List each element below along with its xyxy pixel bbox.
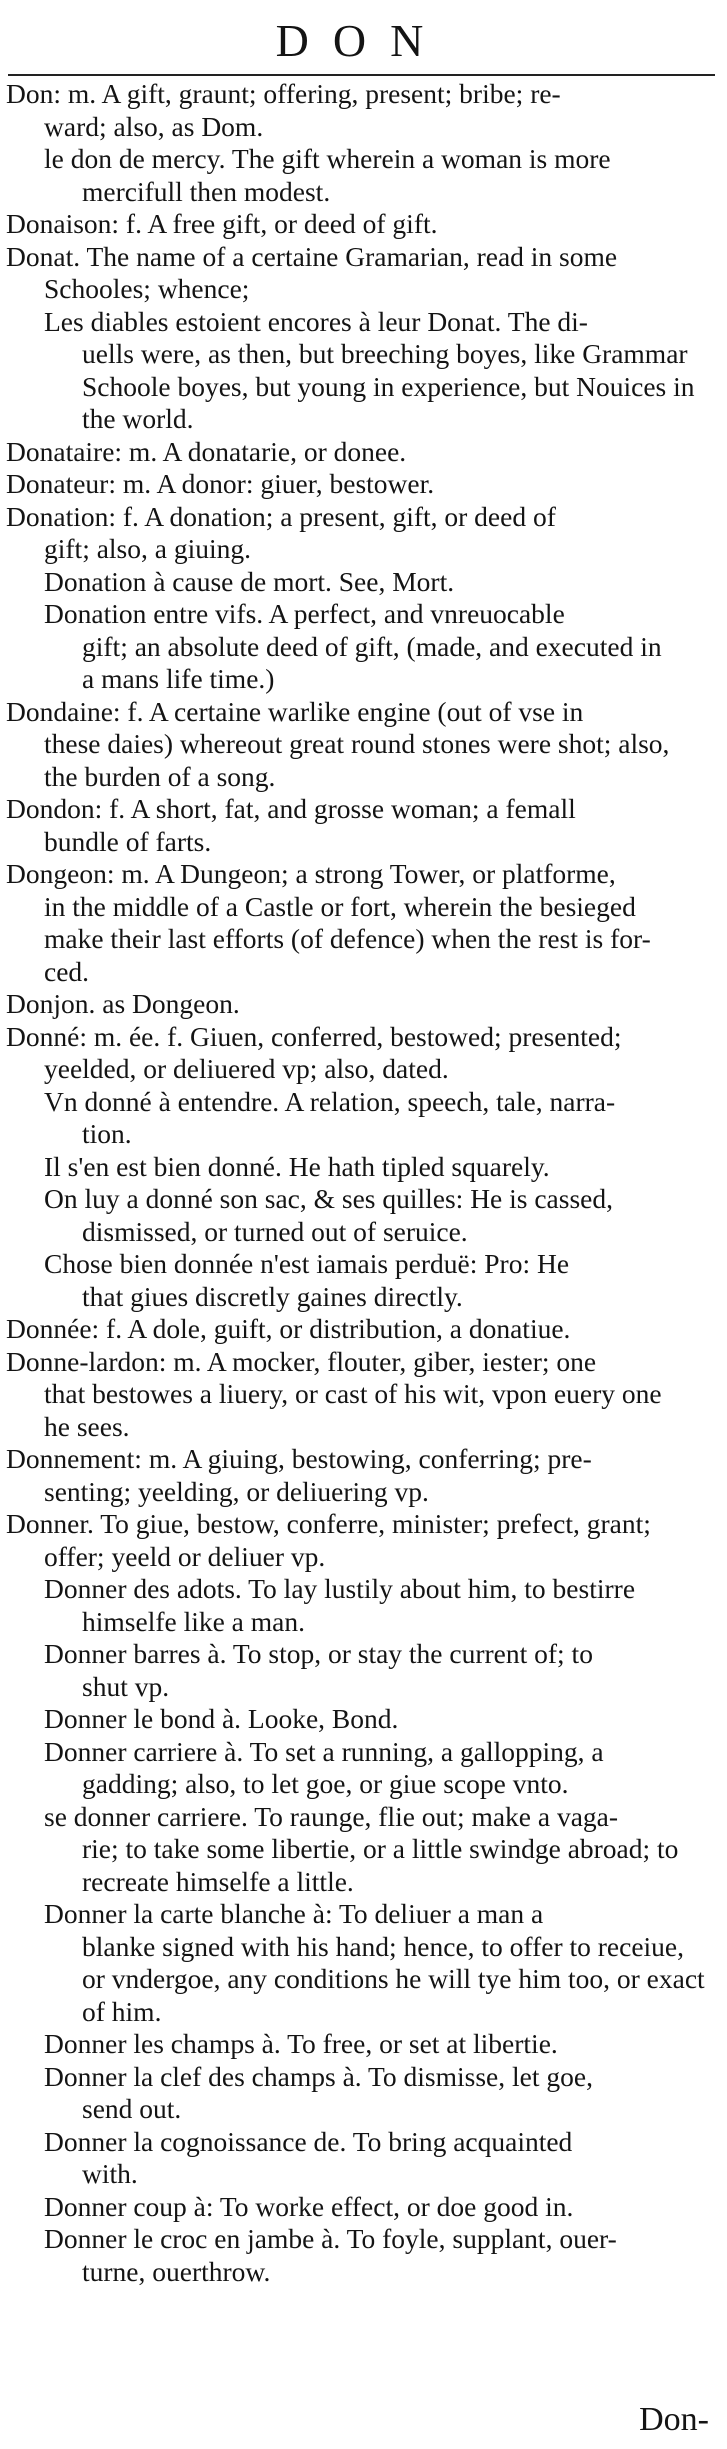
- entry-line: tion.: [82, 1118, 132, 1149]
- page-header: DON: [275, 15, 448, 66]
- entry-line: Donation: f. A donation; a present, gift, or deed of: [6, 500, 556, 532]
- header-rule: [8, 74, 715, 76]
- entry-line: offer; yeeld or deliuer vp.: [44, 1540, 326, 1572]
- entry-line: Donné: m. ée. f. Giuen, conferred, bestowed; presented;: [6, 1020, 622, 1052]
- entry-line: of him.: [82, 1995, 162, 2027]
- sub-entry: [6, 2028, 717, 2061]
- entry-line: a mans life time.): [82, 663, 275, 694]
- entry-line: shut vp.: [82, 1670, 170, 1702]
- entry-line: Donner des adots. To lay lustily about him, to bestirre: [44, 1573, 636, 1604]
- sub-entry: [6, 2061, 717, 2126]
- sub-entry: [6, 1183, 717, 1248]
- entry-line: turne, ouerthrow.: [82, 2255, 271, 2287]
- entry-line: Schoole boyes, but young in experience, but Nouices in: [82, 370, 695, 402]
- entry-line: dismissed, or turned out of seruice.: [82, 1215, 468, 1247]
- dictionary-entry: [6, 501, 717, 566]
- entry-line: se donner carriere. To raunge, flie out; make a vaga-: [44, 1800, 619, 1832]
- entry-line: Donner le croc en jambe à. To foyle, supplant, ouer-: [44, 2223, 617, 2254]
- sub-entry: [6, 1898, 717, 2028]
- dictionary-entry: [6, 1313, 717, 1346]
- entry-line: Donner. To giue, bestow, conferre, minister; prefect, grant;: [6, 1508, 651, 1539]
- entry-line: On luy a donné son sac, & ses quilles: He is cassed,: [44, 1183, 614, 1214]
- entry-line: gadding; also, to let goe, or giue scope vnto.: [82, 1768, 569, 1799]
- dictionary-entry: [6, 436, 717, 469]
- entry-line: Donaison: f. A free gift, or deed of gift.: [6, 208, 438, 239]
- sub-entry: [6, 1736, 717, 1801]
- entry-line: that bestowes a liuery, or cast of his wit, vpon euery one: [44, 1378, 662, 1409]
- sub-entry: [6, 566, 717, 599]
- dictionary-entry: [6, 696, 717, 794]
- entry-line: Dondon: f. A short, fat, and grosse woman; a femall: [6, 793, 576, 824]
- entry-line: Donateur: m. A donor: giuer, bestower.: [6, 468, 435, 499]
- dictionary-entry: [6, 208, 717, 241]
- entry-line: ward; also, as Dom.: [44, 110, 264, 142]
- sub-entry: [6, 1573, 717, 1638]
- catchword: Don-: [639, 2401, 709, 2438]
- entry-line: Donner la clef des champs à. To dismisse, let goe,: [44, 2060, 593, 2092]
- entry-line: Donner la carte blanche à: To deliuer a man a: [44, 1898, 544, 1929]
- entry-line: or vndergoe, any conditions he will tye him too, or exact: [82, 1963, 705, 1994]
- entry-line: he sees.: [44, 1410, 130, 1442]
- sub-entry: [6, 1801, 717, 1899]
- entry-line: rie; to take some libertie, or a little swindge abroad; to: [82, 1833, 679, 1864]
- entry-line: uells were, as then, but breeching boyes, like Grammar: [82, 338, 688, 369]
- entry-line: gift; also, a giuing.: [44, 533, 251, 564]
- entry-line: Donation entre vifs. A perfect, and vnreuocable: [44, 598, 565, 629]
- entry-line: Donner coup à: To worke effect, or doe good in.: [44, 2190, 574, 2222]
- sub-entry: [6, 1703, 717, 1736]
- sub-entry: [6, 1151, 717, 1184]
- entry-line: Il s'en est bien donné. He hath tipled squarely.: [44, 1150, 550, 1182]
- sub-entry: [6, 598, 717, 696]
- entry-line: Donner carriere à. To set a running, a gallopping, a: [44, 1735, 604, 1767]
- entry-line: Chose bien donnée n'est iamais perduë: Pro: He: [44, 1248, 570, 1279]
- entry-line: the burden of a song.: [44, 760, 276, 792]
- entry-line: Donner la cognoissance de. To bring acquainted: [44, 2125, 573, 2157]
- dictionary-entry: [6, 468, 717, 501]
- dictionary-entry: [6, 793, 717, 858]
- entry-line: senting; yeelding, or deliuering vp.: [44, 1475, 429, 1507]
- entry-line: Don: m. A gift, graunt; offering, present; bribe; re-: [6, 78, 561, 109]
- entry-line: Donataire: m. A donatarie, or donee.: [6, 435, 407, 467]
- entry-line: recreate himselfe a little.: [82, 1865, 354, 1897]
- entry-line: the world.: [82, 403, 194, 434]
- sub-entry: [6, 2191, 717, 2224]
- entry-line: Donat. The name of a certaine Gramarian, read in some: [6, 240, 618, 272]
- sub-entry: [6, 2126, 717, 2191]
- entry-line: in the middle of a Castle or fort, wherein the besieged: [44, 890, 636, 922]
- entry-line: Donnée: f. A dole, guift, or distribution, a donatiue.: [6, 1313, 571, 1344]
- sub-entry: [6, 143, 717, 208]
- entry-line: blanke signed with his hand; hence, to offer to receiue,: [82, 1930, 685, 1962]
- entry-line: Donner les champs à. To free, or set at libertie.: [44, 2028, 558, 2059]
- entry-line: mercifull then modest.: [82, 175, 331, 207]
- entry-line: Vn donné à entendre. A relation, speech, tale, narra-: [44, 1085, 616, 1117]
- entry-line: Donne-lardon: m. A mocker, flouter, giber, iester; one: [6, 1345, 597, 1377]
- dictionary-entry: [6, 1508, 717, 1573]
- entry-line: Les diables estoient encores à leur Donat. The di-: [44, 305, 588, 337]
- dictionary-entry: [6, 1346, 717, 1444]
- entry-list: [6, 78, 717, 2288]
- entry-line: Dondaine: f. A certaine warlike engine (out of vse in: [6, 695, 584, 727]
- entry-line: Donner le bond à. Looke, Bond.: [44, 1703, 399, 1734]
- entry-line: gift; an absolute deed of gift, (made, and executed in: [82, 630, 662, 662]
- sub-entry: [6, 1248, 717, 1313]
- entry-line: himselfe like a man.: [82, 1605, 305, 1637]
- entry-line: Donation à cause de mort. See, Mort.: [44, 565, 455, 597]
- entry-line: these daies) whereout great round stones were shot; also,: [44, 728, 670, 759]
- sub-entry: [6, 2223, 717, 2288]
- dictionary-entry: [6, 988, 717, 1021]
- entry-line: le don de mercy. The gift wherein a woman is more: [44, 143, 611, 174]
- entry-line: bundle of farts.: [44, 825, 212, 857]
- entry-line: make their last efforts (of defence) when the rest is for-: [44, 923, 651, 954]
- entry-line: Donnement: m. A giuing, bestowing, conferring; pre-: [6, 1443, 592, 1474]
- dictionary-entry: [6, 1443, 717, 1508]
- entry-line: Donner barres à. To stop, or stay the current of; to: [44, 1638, 593, 1669]
- entry-line: Dongeon: m. A Dungeon; a strong Tower, or platforme,: [6, 858, 616, 889]
- entry-line: ced.: [44, 955, 90, 987]
- entry-line: that giues discretly gaines directly.: [82, 1280, 463, 1312]
- entry-line: send out.: [82, 2093, 182, 2124]
- sub-entry: [6, 306, 717, 436]
- dictionary-entry: [6, 78, 717, 143]
- sub-entry: [6, 1086, 717, 1151]
- entry-line: yeelded, or deliuered vp; also, dated.: [44, 1053, 449, 1084]
- dictionary-entry: [6, 1021, 717, 1086]
- entry-line: Schooles; whence;: [44, 273, 250, 304]
- dictionary-entry: [6, 241, 717, 306]
- sub-entry: [6, 1638, 717, 1703]
- entry-line: with.: [82, 2158, 138, 2189]
- entry-line: Donjon. as Dongeon.: [6, 988, 240, 1019]
- dictionary-entry: [6, 858, 717, 988]
